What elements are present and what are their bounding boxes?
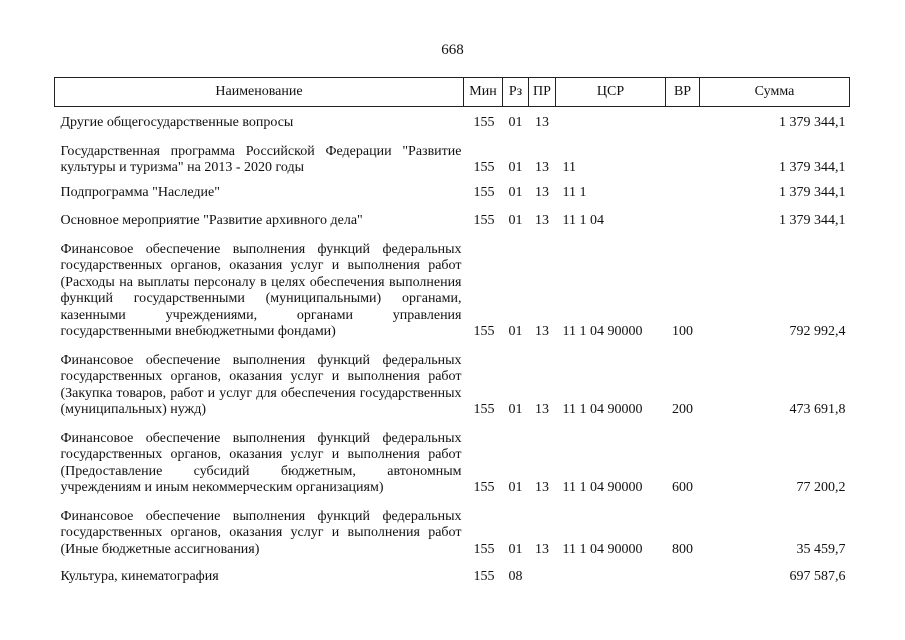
table-row (55, 558, 850, 586)
table-header (55, 78, 850, 107)
row-min: 155 (473, 213, 495, 228)
header-pr: ПР (529, 78, 556, 107)
row-csr: 11 1 04 90000 (562, 480, 643, 495)
row-sum: 697 587,6 (789, 569, 846, 584)
table-row (55, 107, 850, 132)
row-sum: 792 992,4 (789, 324, 846, 339)
row-vr: 100 (672, 324, 693, 339)
row-csr: 11 1 04 90000 (562, 324, 643, 339)
row-name: Другие общегосударственные вопросы (60, 115, 294, 130)
row-rz: 01 (508, 541, 523, 557)
row-sum: 1 379 344,1 (779, 160, 846, 175)
row-rz: 01 (508, 184, 523, 200)
row-vr: 600 (672, 480, 693, 495)
row-csr: 11 1 04 90000 (562, 402, 643, 417)
row-name: Государственная программа Российской Федерации "Развитие культуры и туризма" на 2013 - 2020 годы (60, 143, 462, 175)
row-sum: 473 691,8 (789, 402, 846, 417)
table-row (55, 132, 850, 177)
row-csr: 11 1 04 90000 (562, 541, 643, 557)
row-pr: 13 (535, 541, 549, 557)
row-csr: 11 (562, 160, 576, 175)
row-csr: 11 1 (562, 184, 587, 200)
row-pr: 13 (535, 402, 549, 417)
row-rz: 01 (508, 324, 523, 339)
row-vr (666, 201, 700, 230)
row-name: Финансовое обеспечение выполнения функций федеральных государственных органов, оказания услуг и выполнения работ (Закупка товаров, работ и услуг для обеспечения государственных (муниципальных) нужд) (60, 352, 462, 417)
row-min: 155 (473, 184, 495, 200)
row-rz: 01 (508, 160, 523, 175)
header-sum: Сумма (700, 78, 850, 107)
row-sum: 1 379 344,1 (779, 213, 846, 228)
row-sum: 77 200,2 (796, 480, 846, 495)
table-row (55, 419, 850, 497)
header-name: Наименование (55, 78, 464, 107)
row-vr (666, 177, 700, 202)
row-min: 155 (473, 541, 495, 557)
row-name: Культура, кинематография (60, 569, 219, 584)
table-row (55, 177, 850, 202)
row-pr: 13 (535, 213, 549, 228)
row-pr: 13 (535, 115, 549, 130)
row-csr (556, 558, 666, 586)
table-row (55, 341, 850, 419)
row-name: Финансовое обеспечение выполнения функций федеральных государственных органов, оказания услуг и выполнения работ (Иные бюджетные ассигнования) (60, 508, 462, 557)
row-vr (666, 107, 700, 132)
table-body (55, 107, 850, 586)
row-pr: 13 (535, 324, 549, 339)
row-sum: 1 379 344,1 (779, 115, 846, 130)
row-pr (529, 558, 556, 586)
row-pr: 13 (535, 160, 549, 175)
row-rz: 01 (508, 115, 523, 130)
row-min: 155 (473, 569, 495, 584)
row-min: 155 (473, 324, 495, 339)
budget-table (54, 77, 850, 586)
row-pr: 13 (535, 184, 549, 200)
row-vr (666, 132, 700, 177)
row-vr: 800 (672, 541, 693, 557)
page-number: 668 (441, 42, 464, 58)
row-vr: 200 (672, 402, 693, 417)
header-rz: Рз (503, 78, 529, 107)
header-min: Мин (464, 78, 503, 107)
row-vr (666, 558, 700, 586)
row-min: 155 (473, 402, 495, 417)
row-min: 155 (473, 480, 495, 495)
header-csr: ЦСР (556, 78, 666, 107)
row-pr: 13 (535, 480, 549, 495)
row-min: 155 (473, 160, 495, 175)
table-row (55, 230, 850, 341)
row-name: Подпрограмма "Наследие" (60, 184, 220, 200)
row-rz: 08 (508, 569, 523, 584)
row-rz: 01 (508, 480, 523, 495)
row-csr (556, 107, 666, 132)
row-min: 155 (473, 115, 495, 130)
header-vr: ВР (666, 78, 700, 107)
table-row (55, 201, 850, 230)
row-rz: 01 (508, 402, 523, 417)
row-name: Основное мероприятие "Развитие архивного дела" (60, 213, 363, 228)
row-rz: 01 (508, 213, 523, 228)
table-row (55, 497, 850, 559)
row-name: Финансовое обеспечение выполнения функций федеральных государственных органов, оказания услуг и выполнения работ (Предоставление субсидий бюджетным, автономным учреждениям и иным некоммерческим организациям) (60, 430, 462, 495)
row-sum: 35 459,7 (796, 541, 846, 557)
row-sum: 1 379 344,1 (779, 184, 846, 200)
row-name: Финансовое обеспечение выполнения функций федеральных государственных органов, оказания услуг и выполнения работ (Расходы на выплаты персоналу в целях обеспечения выполнения функций государственными (муниципальными) органами, казенными учреждениями, органами управления государственными внебюджетными фондами) (60, 241, 462, 339)
row-csr: 11 1 04 (562, 213, 604, 228)
